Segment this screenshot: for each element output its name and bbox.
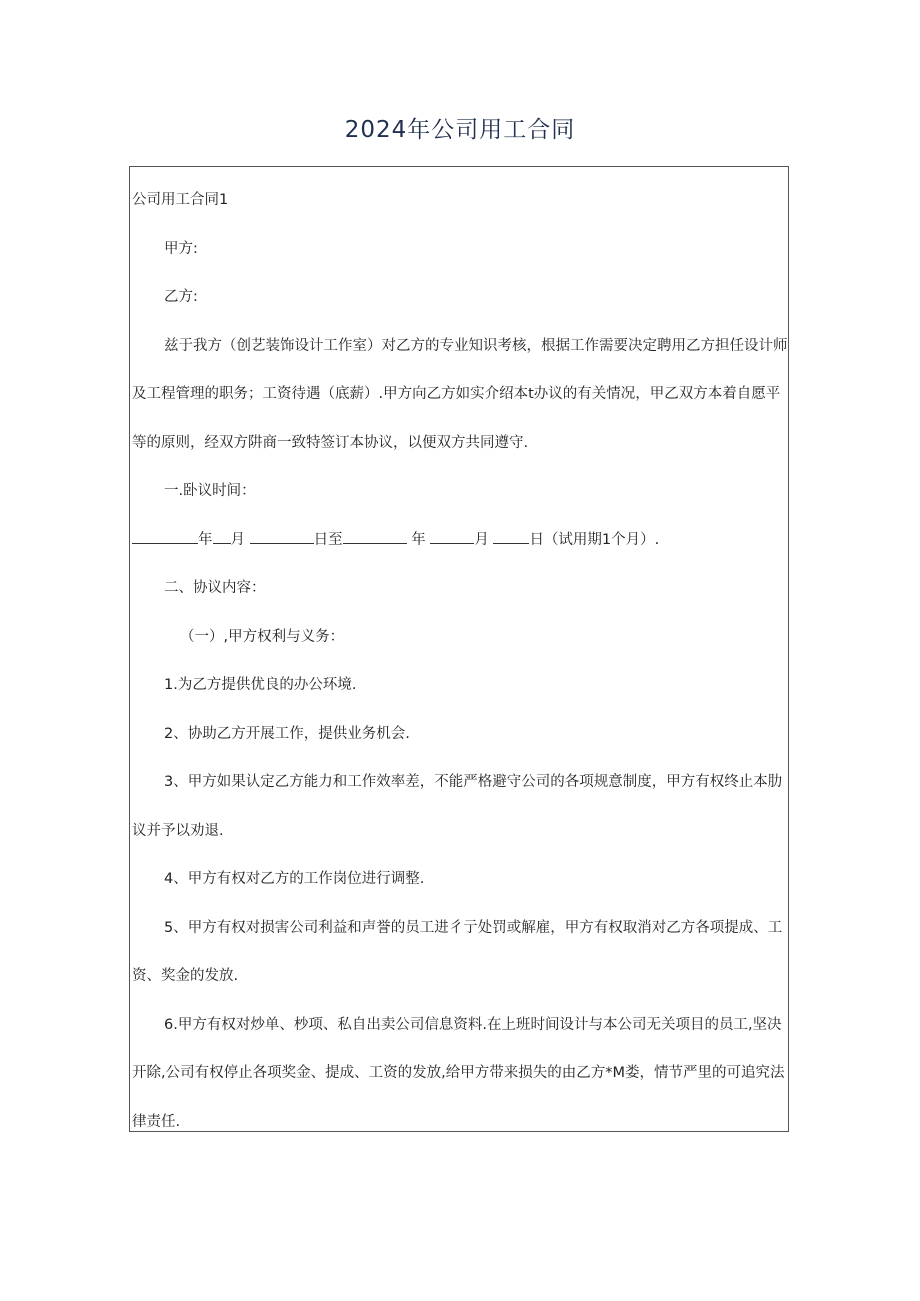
list-item: 2、协助乙方开展工作，提供业务机会. (164, 725, 410, 742)
party-b-label: 乙方: (164, 289, 198, 305)
heading-term: 一.卧议时间： (164, 483, 256, 499)
list-item: 6.甲方有权对炒单、杪项、私自出卖公司信息资料.在上班时间设计与本公司无关项目的员工,坚决开除,公司有权停止各项奖金、提成、工资的发放,给甲方带来损失的由乙方*M娄，情节严里的可追究法律责任. (132, 1016, 785, 1130)
blank-day-start (250, 529, 314, 544)
date-to-label: 日至 (313, 531, 343, 548)
list-item: 4、甲方有权对乙方的工作岗位进行调整. (164, 871, 425, 887)
list-item: 1.为乙方提供优良的办公环境. (164, 677, 357, 693)
list-item: 3、甲方如果认定乙方能力和工作效率差，不能严格避守公司的各项规意制度，甲方有权终止本肋议并予以劝退. (132, 774, 783, 839)
document-body (132, 176, 788, 1146)
blank-month-end (430, 529, 474, 544)
blank-month-start (213, 529, 231, 544)
date-month-label: 月 (230, 531, 245, 548)
section-title: 公司用工合同1 (132, 192, 229, 208)
blank-year-start (132, 529, 198, 544)
date-month-end-label: 月 (474, 531, 489, 548)
heading-content: 二、协议内容： (164, 580, 266, 596)
list-item: 5、甲方有权对损害公司利益和声誉的员工进彳亍处罚或解雇，甲方有权取消对乙方各项提成、工资、奖金的发放. (132, 919, 783, 984)
date-line (132, 516, 788, 565)
blank-day-end (493, 529, 529, 544)
blank-year-end (343, 529, 407, 544)
date-end-label: 日（试用期1个月）. (529, 531, 660, 548)
subheading-party-a-rights: （一）,甲方权利与义务： (180, 628, 345, 645)
date-year-label: 年 (198, 531, 213, 548)
date-year-end-label: 年 (411, 531, 426, 548)
party-a-label: 甲方: (164, 240, 198, 257)
intro-paragraph: 兹于我方（创艺装饰设计工作室）对乙方的专业知识考核，根据工作需要决定聘用乙方担任设计师及工程管理的职务；工资待遇（底薪）.甲方向乙方如实介绍本t办议的有关情况，甲乙双方本着自愿平等的原则，经双方阱商一致特签订本协议，以便双方共同遵守. (132, 337, 788, 451)
document-title: 2024年公司用工合同 (344, 117, 576, 143)
